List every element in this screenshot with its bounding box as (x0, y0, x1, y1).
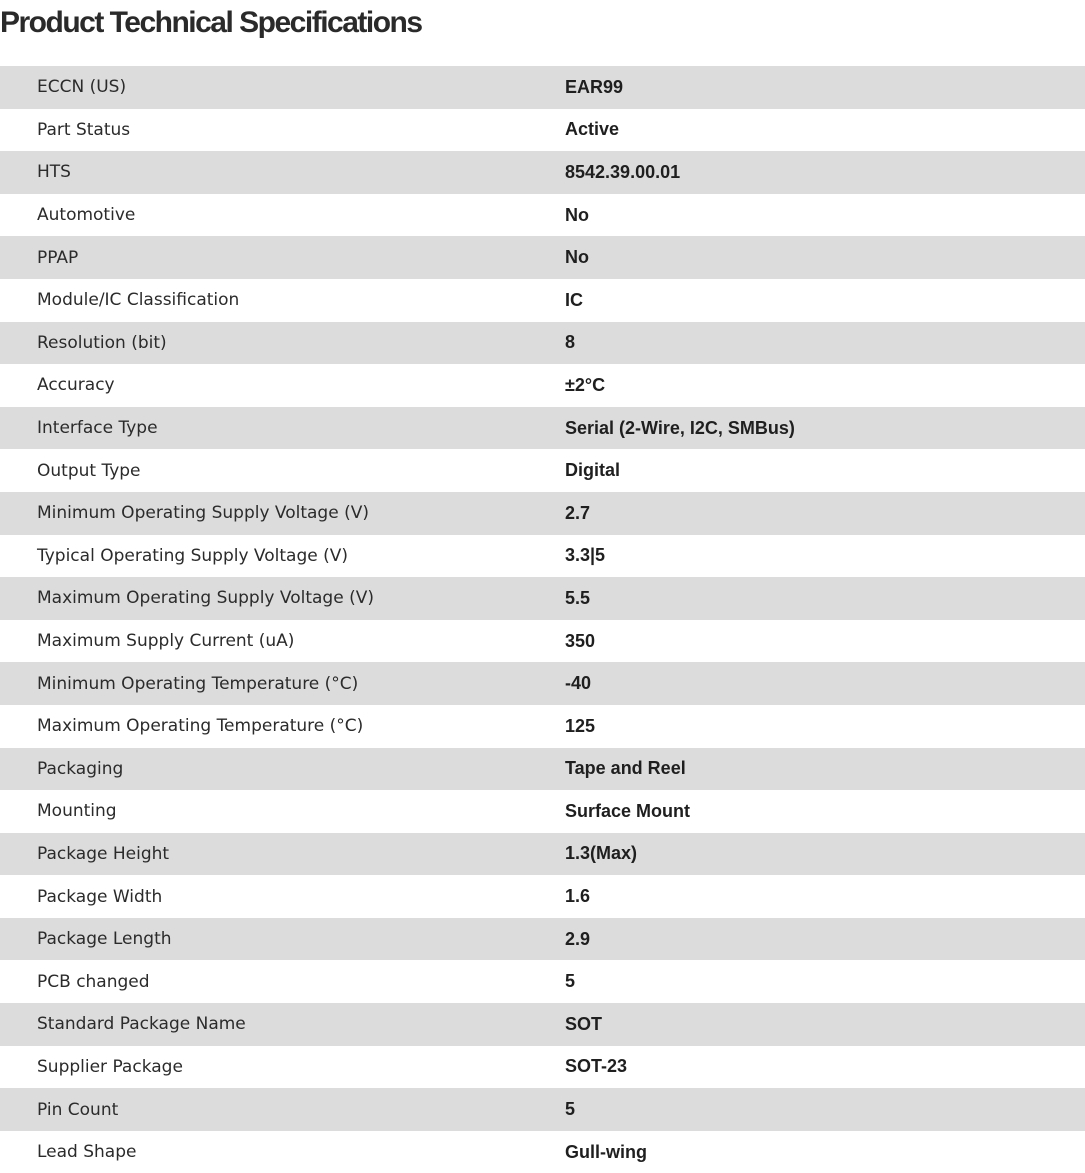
spec-value: IC (565, 289, 583, 310)
spec-table-body (0, 66, 1085, 1173)
spec-row (0, 1131, 1085, 1173)
spec-label: HTS (37, 162, 71, 183)
spec-value: 125 (565, 715, 596, 736)
spec-value: EAR99 (565, 76, 624, 97)
spec-label: Maximum Supply Current (uA) (37, 631, 295, 652)
spec-table (0, 66, 1085, 1173)
spec-value: Digital (565, 460, 621, 481)
spec-row (0, 833, 1085, 876)
spec-value: 8542.39.00.01 (565, 161, 681, 182)
spec-row (0, 1003, 1085, 1046)
spec-row (0, 875, 1085, 918)
spec-value: No (565, 247, 589, 268)
spec-value: 5.5 (565, 587, 591, 608)
spec-value: 5 (565, 1099, 576, 1120)
spec-value: -40 (565, 673, 592, 694)
spec-value: Gull-wing (565, 1141, 647, 1162)
spec-label: Package Length (37, 929, 172, 950)
spec-value: 5 (565, 971, 576, 992)
spec-row (0, 492, 1085, 535)
spec-label: Module/IC Classification (37, 290, 240, 311)
spec-row (0, 66, 1085, 109)
spec-row (0, 960, 1085, 1003)
spec-label: Supplier Package (37, 1056, 183, 1077)
spec-row (0, 322, 1085, 365)
spec-label: Maximum Operating Temperature (°C) (37, 716, 364, 737)
spec-label: Typical Operating Supply Voltage (V) (37, 545, 348, 566)
spec-label: Accuracy (37, 375, 115, 396)
spec-label: Automotive (37, 205, 136, 226)
spec-label: Output Type (37, 460, 141, 481)
spec-value: 1.3(Max) (565, 843, 638, 864)
spec-row (0, 279, 1085, 322)
spec-row (0, 109, 1085, 152)
spec-row (0, 236, 1085, 279)
spec-label: Minimum Operating Temperature (°C) (37, 673, 359, 694)
spec-row (0, 577, 1085, 620)
spec-row (0, 151, 1085, 194)
spec-row (0, 449, 1085, 492)
spec-value: 350 (565, 630, 596, 651)
spec-label: Interface Type (37, 418, 158, 439)
spec-label: Lead Shape (37, 1142, 137, 1163)
spec-label: PCB changed (37, 971, 150, 992)
spec-label: Maximum Operating Supply Voltage (V) (37, 588, 374, 609)
spec-value: No (565, 204, 589, 225)
page-title: Product Technical Specifications (0, 6, 422, 39)
spec-row (0, 364, 1085, 407)
spec-row (0, 1046, 1085, 1089)
spec-value: Active (565, 119, 620, 140)
spec-value: 8 (565, 332, 576, 353)
spec-value: 1.6 (565, 886, 591, 907)
spec-value: SOT (565, 1013, 603, 1034)
spec-row (0, 535, 1085, 578)
spec-label: Part Status (37, 119, 131, 140)
spec-value: Serial (2-Wire, I2C, SMBus) (565, 417, 795, 438)
spec-row (0, 662, 1085, 705)
spec-row (0, 1088, 1085, 1131)
spec-label: ECCN (US) (37, 77, 127, 98)
spec-label: Minimum Operating Supply Voltage (V) (37, 503, 369, 524)
spec-value: SOT-23 (565, 1056, 628, 1077)
spec-row (0, 790, 1085, 833)
spec-row (0, 705, 1085, 748)
spec-label: Resolution (bit) (37, 332, 167, 353)
spec-label: Mounting (37, 801, 117, 822)
spec-label: Package Height (37, 843, 170, 864)
spec-row (0, 620, 1085, 663)
spec-label: Pin Count (37, 1099, 119, 1120)
spec-label: Package Width (37, 886, 163, 907)
spec-value: 2.9 (565, 928, 591, 949)
spec-row (0, 194, 1085, 237)
spec-value: 2.7 (565, 502, 591, 523)
spec-value: Surface Mount (565, 800, 691, 821)
spec-row (0, 918, 1085, 961)
spec-value: ±2°C (565, 374, 606, 395)
spec-label: PPAP (37, 247, 79, 268)
spec-value: Tape and Reel (565, 758, 686, 779)
spec-row (0, 748, 1085, 791)
spec-label: Standard Package Name (37, 1014, 246, 1035)
spec-row (0, 407, 1085, 450)
spec-value: 3.3|5 (565, 545, 606, 566)
spec-label: Packaging (37, 758, 124, 779)
